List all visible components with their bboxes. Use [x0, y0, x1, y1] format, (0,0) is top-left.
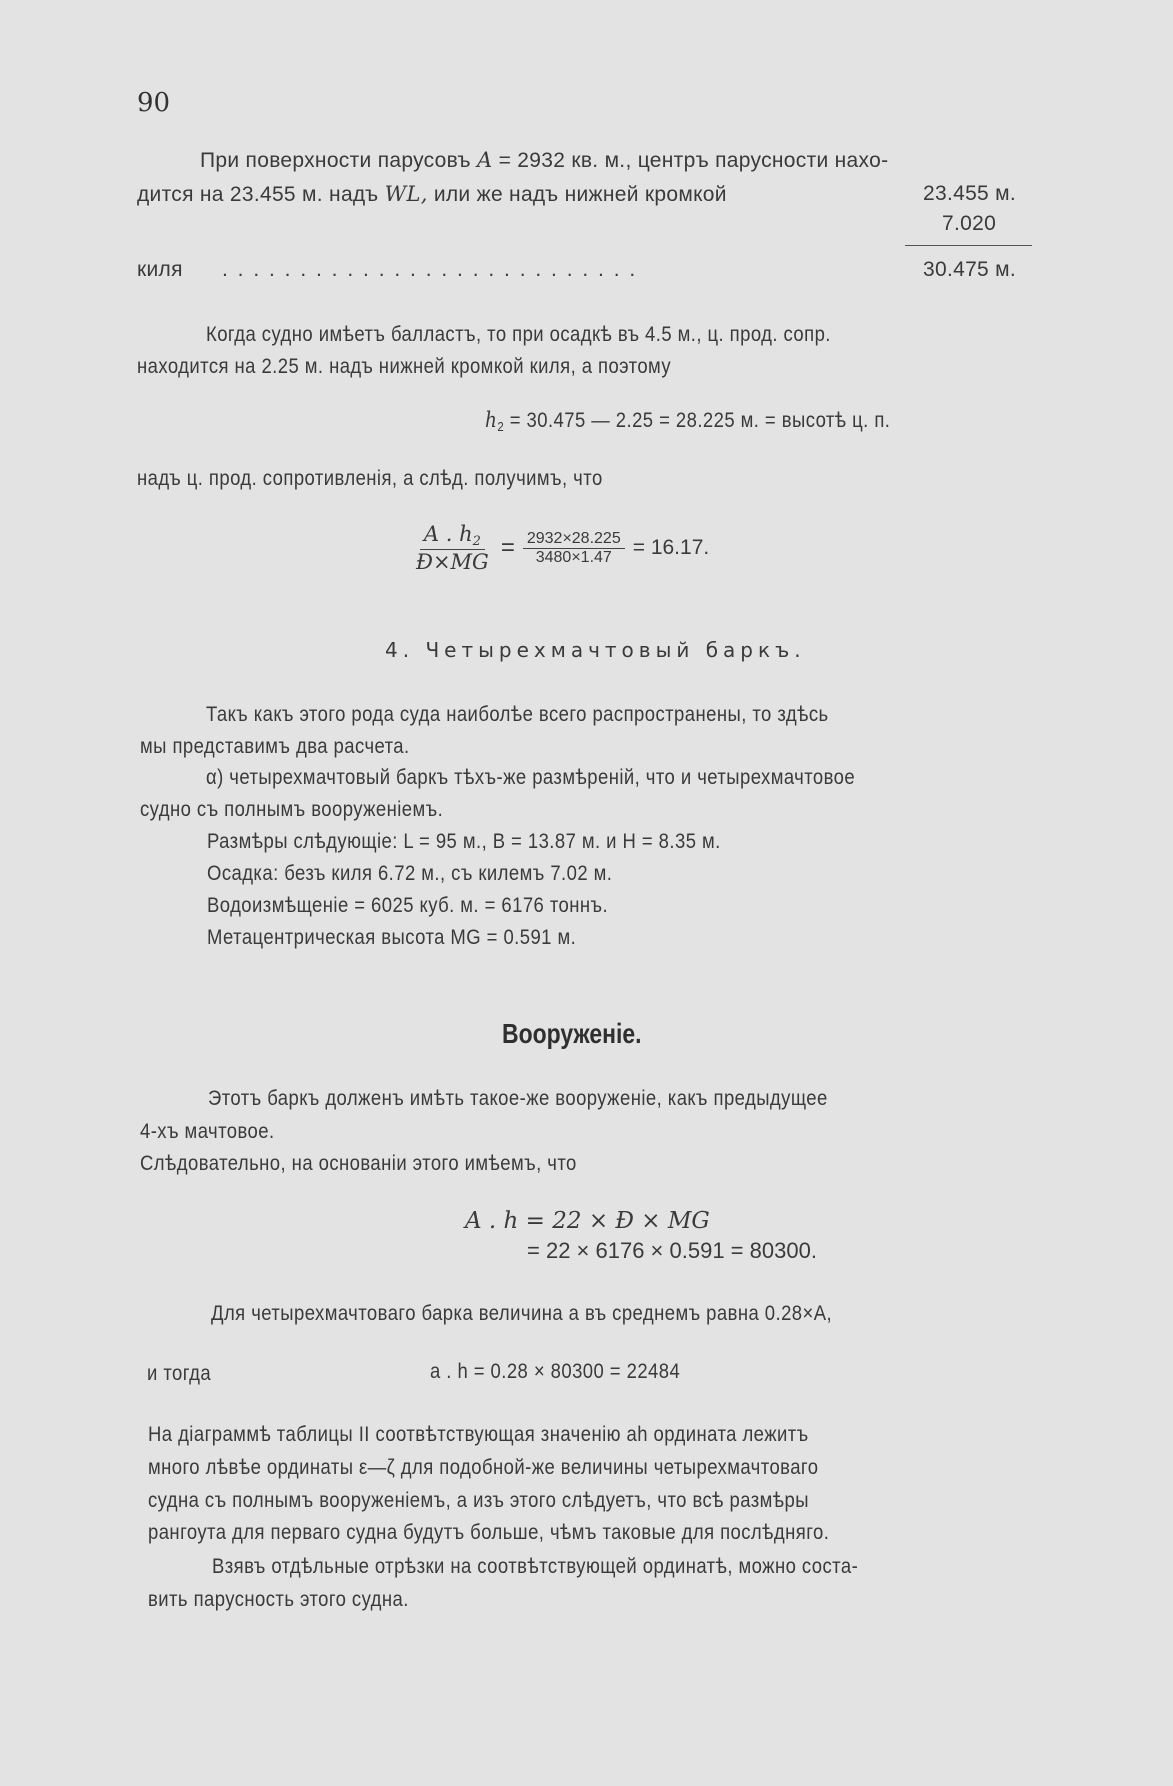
paragraph-line: α) четырехмачтовый баркъ тѣхъ-же размѣреній, что и четырехмачтовое — [206, 766, 856, 789]
paragraph-line: Слѣдовательно, на основаніи этого имѣемъ, что — [140, 1152, 577, 1175]
denominator: 3480×1.47 — [535, 548, 612, 566]
section-heading-armament: Вооруженіе. — [502, 1018, 642, 1049]
var-h: h — [485, 408, 498, 432]
formula-h2 — [485, 408, 890, 434]
paragraph-ballast-line3: надъ ц. прод. сопротивленія, а слѣд. получимъ, что — [137, 467, 603, 490]
paragraph-line: Такъ какъ этого рода суда наиболѣе всего распространены, то здѣсь — [206, 703, 829, 726]
paragraph-line: Для четырехмачтоваго барка величина a въ среднемъ равна 0.28×A, — [211, 1302, 833, 1325]
paragraph-line: На діаграммѣ таблицы II соотвѣтствующая значенію ah ордината лежитъ — [148, 1423, 809, 1446]
dimensions-line: Размѣры слѣдующіе: L = 95 м., B = 13.87 м. и H = 8.35 м. — [207, 830, 721, 853]
var-WL: WL, — [384, 182, 428, 206]
subscript: 2 — [472, 534, 481, 549]
page-number: 90 — [137, 88, 171, 118]
equals-sign: = — [500, 534, 515, 561]
paragraph-sail-area-line2 — [137, 182, 727, 207]
paragraph-line: судна съ полнымъ вооруженіемъ, а изъ этого слѣдуетъ, что всѣ размѣры — [148, 1489, 810, 1512]
draft-line: Осадка: безъ киля 6.72 м., съ килемъ 7.02 м. — [207, 862, 613, 885]
displacement-line: Водоизмѣщеніе = 6025 куб. м. = 6176 тоннъ. — [207, 894, 609, 917]
result: = 16.17. — [632, 536, 710, 559]
label-and-then: и тогда — [147, 1362, 212, 1385]
paragraph-line: Этотъ баркъ долженъ имѣть такое-же вооруженіе, какъ предыдущее — [208, 1087, 828, 1110]
paragraph-ballast-line1: Когда судно имѣетъ балластъ, то при осадкѣ въ 4.5 м., ц. прод. сопр. — [206, 323, 831, 346]
paragraph-line: рангоута для перваго судна будутъ больше, чѣмъ таковые для послѣдняго. — [148, 1521, 830, 1544]
numerator: A . h — [423, 522, 473, 546]
text: = 2932 кв. м., центръ парусности нахо- — [498, 149, 889, 172]
paragraph-line: вить парусность этого судна. — [148, 1588, 409, 1611]
text: дится на 23.455 м. надъ — [137, 183, 379, 206]
denominator: Ɖ×MG — [416, 550, 489, 574]
paragraph-line: мы представимъ два расчета. — [140, 735, 410, 758]
paragraph-sail-area-line1 — [200, 148, 888, 173]
keel-label: киля — [137, 258, 183, 281]
text: или же надъ нижней кромкой — [433, 183, 727, 206]
paragraph-line: много лѣвѣе ординаты ε—ζ для подобной-же величины четырехмачтоваго — [148, 1456, 819, 1479]
paragraph-ballast-line2: находится на 2.25 м. надъ нижней кромкой киля, а поэтому — [137, 355, 672, 378]
value-30475: 30.475 м. — [923, 258, 1017, 281]
value-7020: 7.020 — [942, 212, 997, 235]
subscript: 2 — [497, 419, 505, 434]
leader-dots: . . . . . . . . . . . . . . . . . . . . . . . . . . . — [222, 258, 638, 281]
paragraph-line: Взявъ отдѣльные отрѣзки на соотвѣтствующей ординатѣ, можно соста- — [212, 1555, 859, 1578]
var-A: A — [477, 148, 493, 172]
formula-rest: = 30.475 — 2.25 = 28.225 м. = высотѣ ц. п. — [509, 409, 891, 432]
paragraph-line: судно съ полнымъ вооруженіемъ. — [140, 798, 444, 821]
formula-a-h: a . h = 0.28 × 80300 = 22484 — [430, 1360, 681, 1383]
section-title: 4. Четырехмачтовый баркъ. — [385, 638, 806, 662]
formula-ratio — [412, 522, 709, 574]
fraction-left — [412, 522, 493, 574]
numerator: 2932×28.225 — [523, 530, 625, 549]
formula-ah-result: = 22 × 6176 × 0.591 = 80300. — [527, 1238, 817, 1263]
sum-rule — [905, 245, 1032, 246]
fraction-right — [523, 530, 625, 567]
text: При поверхности парусовъ — [200, 149, 471, 172]
value-23455: 23.455 м. — [923, 182, 1017, 205]
formula-ah: A . h = 22 × Ɖ × MG — [465, 1208, 710, 1234]
paragraph-line: 4-хъ мачтовое. — [140, 1120, 275, 1143]
metacentric-line: Метацентрическая высота MG = 0.591 м. — [207, 926, 577, 949]
